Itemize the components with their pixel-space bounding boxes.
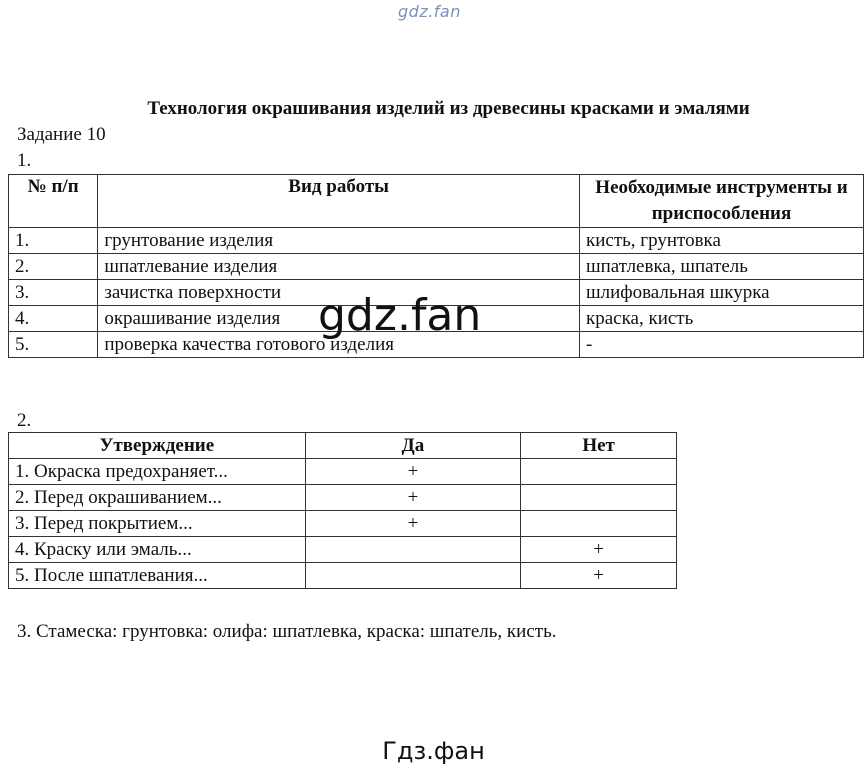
task-label: Задание 10 — [17, 124, 106, 145]
row-statement: 4. Краску или эмаль... — [9, 537, 306, 563]
row-tools: - — [580, 332, 864, 358]
section-2-number: 2. — [17, 410, 32, 431]
bottom-watermark: Гдз.фан — [382, 737, 485, 765]
row-work: окрашивание изделия — [98, 306, 580, 332]
header-work-type: Вид работы — [98, 175, 580, 228]
table-row — [9, 459, 677, 485]
statements-table — [8, 432, 677, 589]
row-yes — [305, 563, 521, 589]
top-watermark: gdz.fan — [398, 2, 461, 21]
row-no — [521, 485, 677, 511]
row-yes — [305, 537, 521, 563]
row-tools: шпатлевка, шпатель — [580, 254, 864, 280]
row-tools: шлифовальная шкурка — [580, 280, 864, 306]
row-statement: 2. Перед окрашиванием... — [9, 485, 306, 511]
header-tools: Необходимые инструменты и приспособления — [580, 175, 864, 228]
row-number: 4. — [9, 306, 98, 332]
header-no: Нет — [521, 433, 677, 459]
row-statement: 5. После шпатлевания... — [9, 563, 306, 589]
row-yes: + — [305, 485, 521, 511]
document-title: Технология окрашивания изделий из древесины красками и эмалями — [147, 98, 750, 119]
table-row — [9, 511, 677, 537]
row-no: + — [521, 563, 677, 589]
row-work: шпатлевание изделия — [98, 254, 580, 280]
section-3-answer: 3. Стамеска: грунтовка: олифа: шпатлевка, краска: шпатель, кисть. — [17, 621, 557, 642]
header-statement: Утверждение — [9, 433, 306, 459]
row-no — [521, 459, 677, 485]
center-watermark: gdz.fan — [318, 290, 482, 341]
row-number: 3. — [9, 280, 98, 306]
row-work: проверка качества готового изделия — [98, 332, 580, 358]
row-tools: краска, кисть — [580, 306, 864, 332]
table-row — [9, 563, 677, 589]
row-number: 5. — [9, 332, 98, 358]
section-1-number: 1. — [17, 150, 32, 171]
row-yes: + — [305, 511, 521, 537]
row-no: + — [521, 537, 677, 563]
table-header-row — [9, 433, 677, 459]
row-number: 1. — [9, 228, 98, 254]
row-work: зачистка поверхности — [98, 280, 580, 306]
row-tools: кисть, грунтовка — [580, 228, 864, 254]
table-row — [9, 254, 864, 280]
table-header-row — [9, 175, 864, 228]
row-statement: 3. Перед покрытием... — [9, 511, 306, 537]
header-yes: Да — [305, 433, 521, 459]
row-number: 2. — [9, 254, 98, 280]
row-statement: 1. Окраска предохраняет... — [9, 459, 306, 485]
table-row — [9, 537, 677, 563]
row-work: грунтование изделия — [98, 228, 580, 254]
table-row — [9, 485, 677, 511]
row-yes: + — [305, 459, 521, 485]
header-number: № п/п — [9, 175, 98, 228]
row-no — [521, 511, 677, 537]
table-row — [9, 228, 864, 254]
